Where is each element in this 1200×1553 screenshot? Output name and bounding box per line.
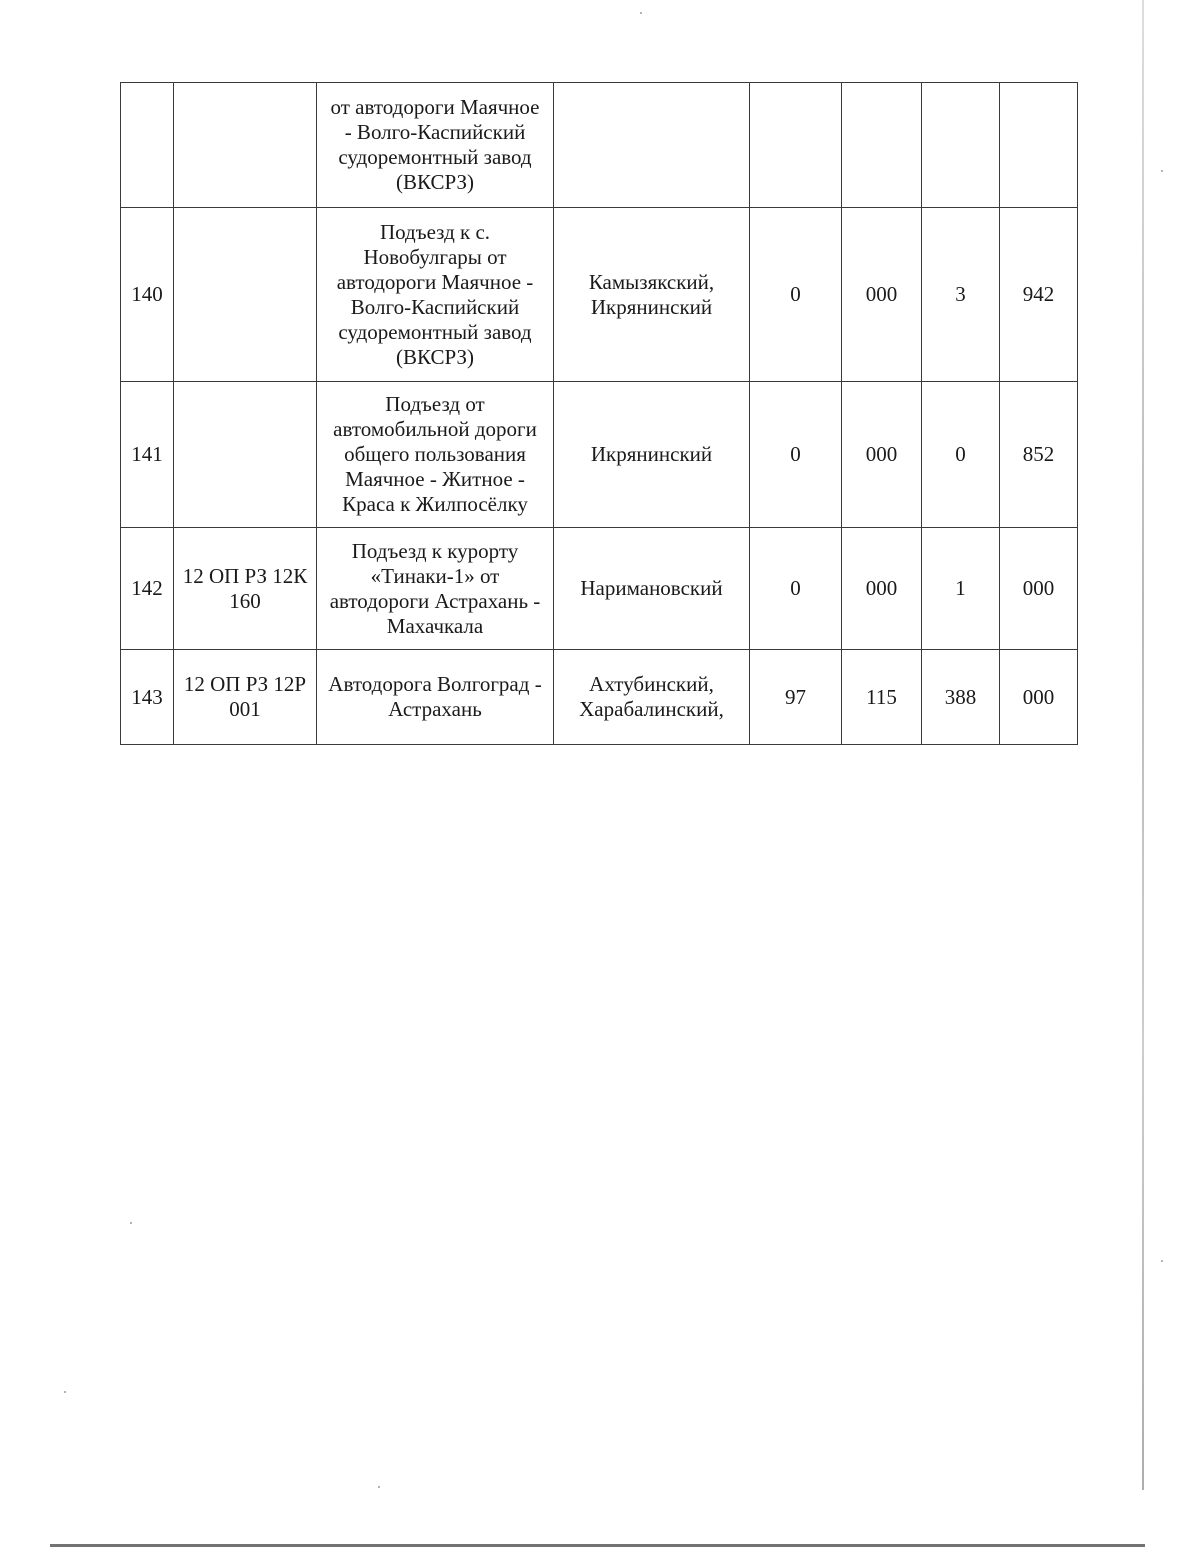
value-cell-3: 388 xyxy=(922,650,1000,745)
value-cell-3: 1 xyxy=(922,528,1000,650)
road-code-cell: 12 ОП РЗ 12К 160 xyxy=(174,528,317,650)
table-row xyxy=(121,382,1078,528)
roads-table xyxy=(120,82,1078,745)
table-row xyxy=(121,83,1078,208)
value-cell-1: 0 xyxy=(750,382,842,528)
road-code-cell xyxy=(174,83,317,208)
value-cell-4: 000 xyxy=(1000,650,1078,745)
value-cell-4: 000 xyxy=(1000,528,1078,650)
road-name-cell: от автодороги Маячное - Волго-Каспийский судоремонтный завод (ВКСРЗ) xyxy=(317,83,554,208)
scan-speck xyxy=(1161,1260,1163,1262)
district-cell: Ахтубинский, Харабалинский, xyxy=(554,650,750,745)
row-number-cell: 140 xyxy=(121,208,174,382)
value-cell-1: 0 xyxy=(750,208,842,382)
scan-speck xyxy=(640,12,642,14)
value-cell-2: 000 xyxy=(842,382,922,528)
road-name-cell: Автодорога Волгоград - Астрахань xyxy=(317,650,554,745)
road-name-cell: Подъезд от автомобильной дороги общего пользования Маячное - Житное - Краса к Жилпосёлку xyxy=(317,382,554,528)
table-row xyxy=(121,528,1078,650)
row-number-cell xyxy=(121,83,174,208)
value-cell-1 xyxy=(750,83,842,208)
district-cell xyxy=(554,83,750,208)
value-cell-1: 97 xyxy=(750,650,842,745)
row-number-cell: 143 xyxy=(121,650,174,745)
table-row xyxy=(121,208,1078,382)
value-cell-3: 0 xyxy=(922,382,1000,528)
value-cell-4: 852 xyxy=(1000,382,1078,528)
road-code-cell xyxy=(174,208,317,382)
value-cell-4: 942 xyxy=(1000,208,1078,382)
value-cell-2: 000 xyxy=(842,528,922,650)
value-cell-1: 0 xyxy=(750,528,842,650)
row-number-cell: 142 xyxy=(121,528,174,650)
scan-edge-right xyxy=(1142,0,1144,1490)
district-cell: Икрянинский xyxy=(554,382,750,528)
scan-speck xyxy=(378,1486,380,1488)
scan-edge-bottom xyxy=(50,1544,1145,1547)
district-cell: Наримановский xyxy=(554,528,750,650)
value-cell-2 xyxy=(842,83,922,208)
row-number-cell: 141 xyxy=(121,382,174,528)
value-cell-2: 115 xyxy=(842,650,922,745)
table-row xyxy=(121,650,1078,745)
district-cell: Камызякский, Икрянинский xyxy=(554,208,750,382)
scan-speck xyxy=(130,1222,132,1224)
value-cell-2: 000 xyxy=(842,208,922,382)
road-code-cell: 12 ОП РЗ 12Р 001 xyxy=(174,650,317,745)
road-name-cell: Подъезд к с. Новобулгары от автодороги Маячное - Волго-Каспийский судоремонтный завод (ВКСРЗ) xyxy=(317,208,554,382)
value-cell-3: 3 xyxy=(922,208,1000,382)
road-name-cell: Подъезд к курорту «Тинаки-1» от автодороги Астрахань - Махачкала xyxy=(317,528,554,650)
value-cell-4 xyxy=(1000,83,1078,208)
scan-speck xyxy=(1161,170,1163,172)
road-code-cell xyxy=(174,382,317,528)
scan-speck xyxy=(64,1391,66,1393)
value-cell-3 xyxy=(922,83,1000,208)
